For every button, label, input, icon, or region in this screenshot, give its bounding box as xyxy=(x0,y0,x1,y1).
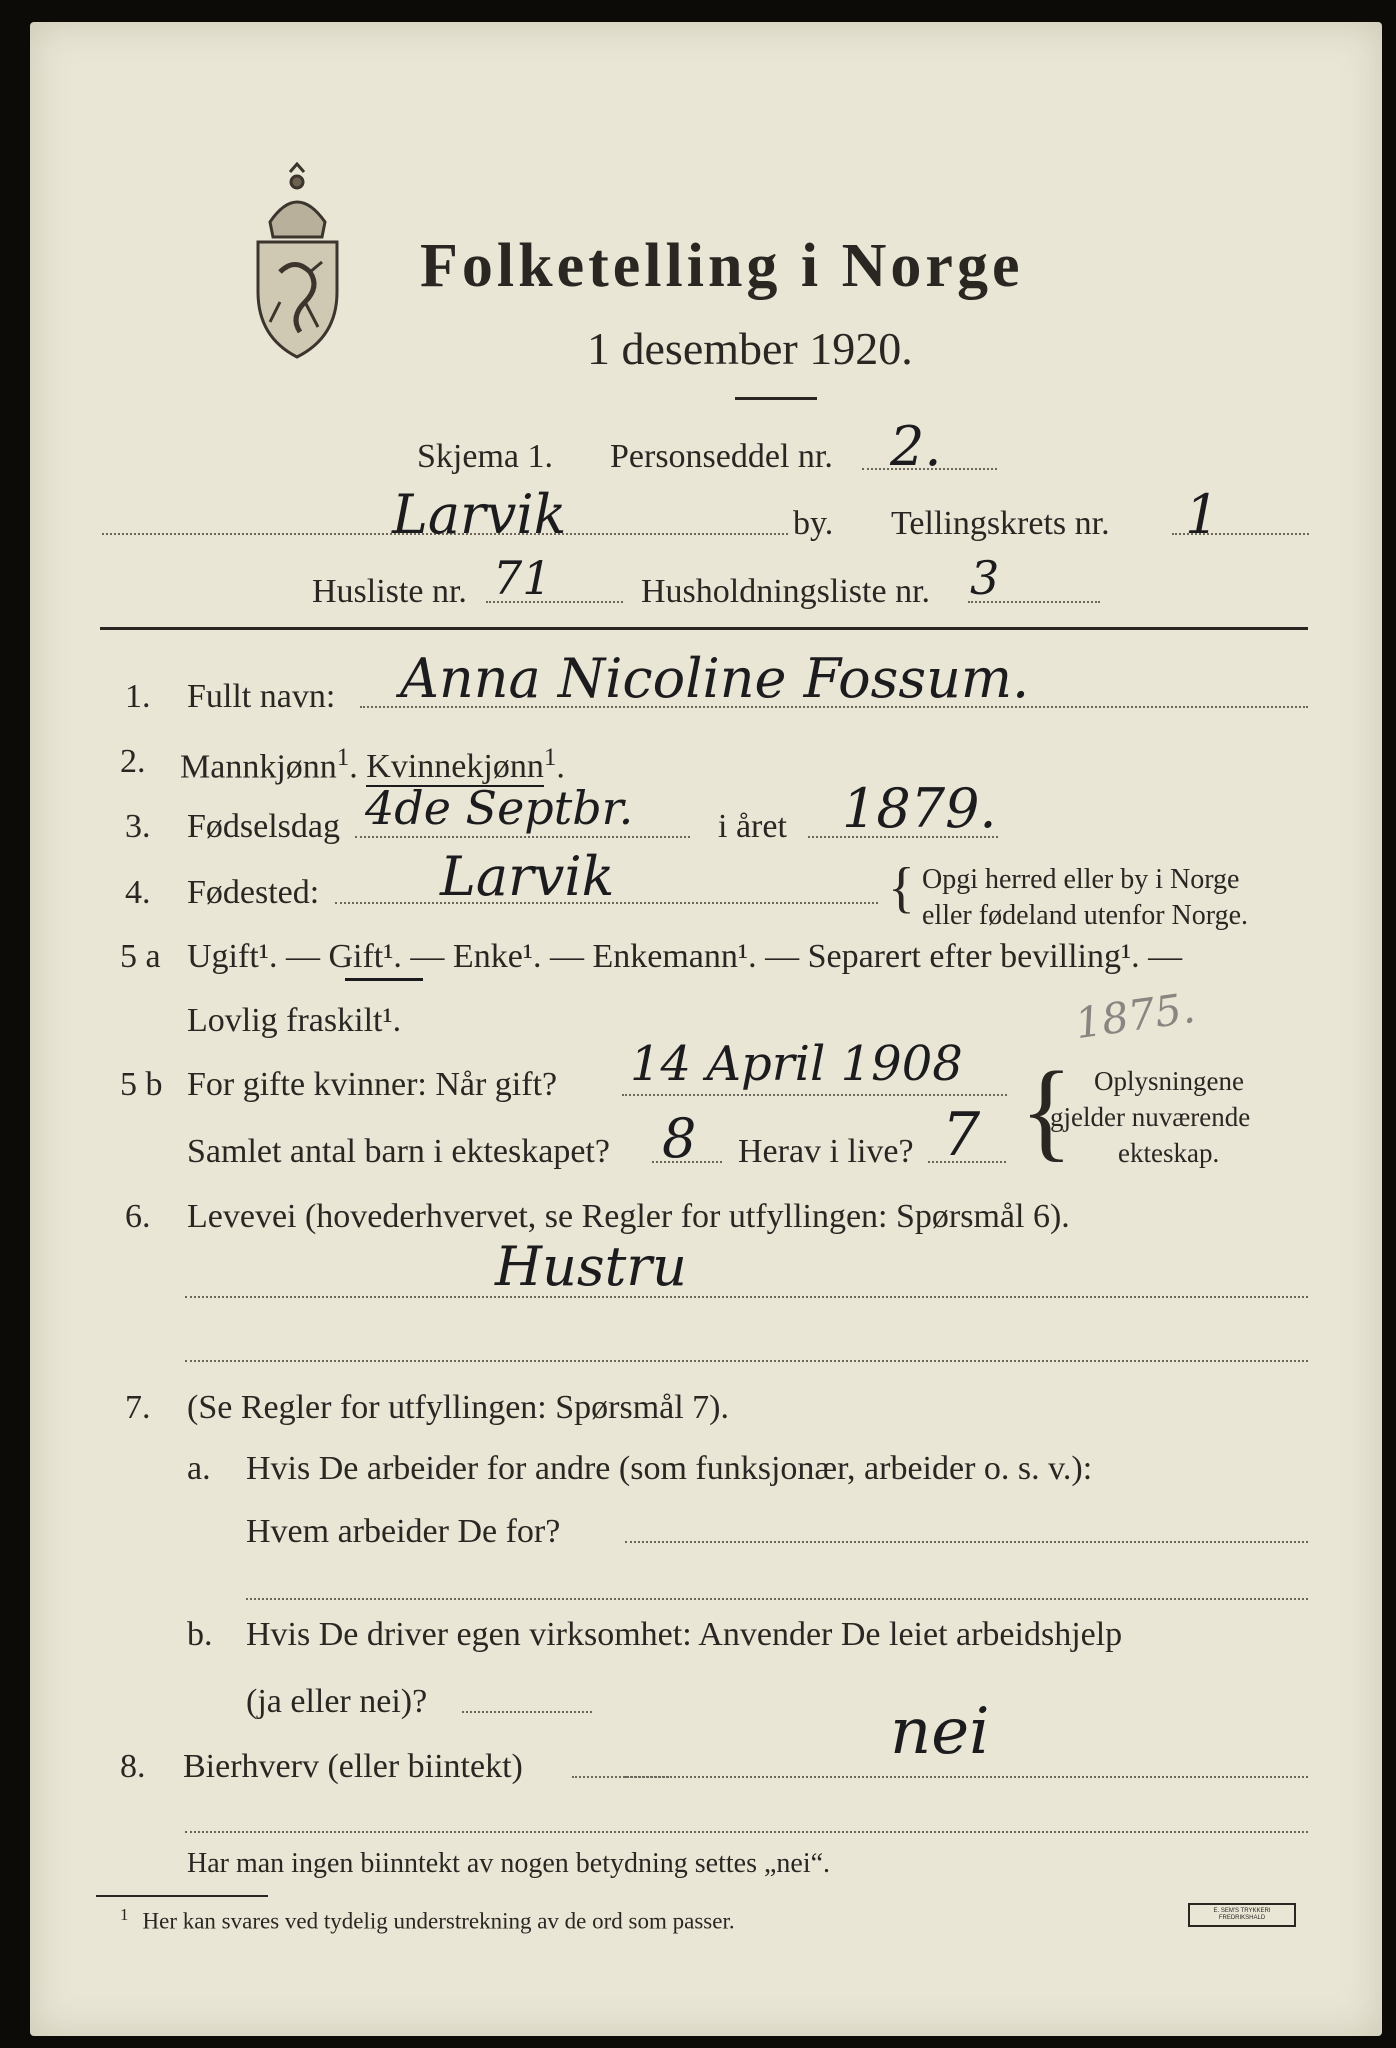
q2-mannkjonn-footnote: 1 xyxy=(336,744,350,771)
q3-year-value[interactable]: 1879. xyxy=(842,777,997,840)
q5b-note-3: ekteskap. xyxy=(1118,1138,1220,1168)
q6-line-1 xyxy=(185,1296,1308,1298)
q7a-text: Hvis De arbeider for andre (som funksjonær, arbeider o. s. v.): xyxy=(246,1450,1093,1487)
q4-birthplace-value[interactable]: Larvik xyxy=(440,845,615,908)
q5b-alive-value[interactable]: 7 xyxy=(942,1100,981,1170)
q7b-line xyxy=(462,1711,592,1713)
tellingskrets-label: Tellingskrets nr. xyxy=(891,505,1110,542)
q4-note-2: eller fødeland utenfor Norge. xyxy=(922,900,1249,931)
personseddel-label: Personseddel nr. xyxy=(610,438,833,475)
q2-kvinnekjonn-label[interactable]: Kvinnekjønn xyxy=(366,748,544,786)
husholdning-label: Husholdningsliste nr. xyxy=(641,573,931,610)
q5b-note-2: gjelder nuværende xyxy=(1050,1102,1251,1132)
q4-number: 4. xyxy=(125,874,151,911)
q5b-married-line xyxy=(622,1094,1007,1096)
tellingskrets-value[interactable]: 1 xyxy=(1185,483,1220,546)
q5b-number: 5 b xyxy=(120,1066,163,1103)
q7b-letter: b. xyxy=(187,1616,213,1653)
q6-number: 6. xyxy=(125,1198,151,1235)
q7a-letter: a. xyxy=(187,1450,211,1487)
q6-label: Levevei (hovederhvervet, se Regler for utfyllingen: Spørsmål 6). xyxy=(187,1198,1070,1235)
printer-text: E. SEM'S TRYKKERI FREDRIKSHALD xyxy=(1213,1908,1271,1921)
skjema-label: Skjema 1. xyxy=(417,438,553,475)
q4-label: Fødested: xyxy=(187,874,320,911)
q8-value[interactable]: nei xyxy=(890,1695,990,1769)
q6-line-2 xyxy=(185,1360,1308,1362)
q5b-alive-label: Herav i live? xyxy=(738,1133,914,1170)
q5b-brace: { xyxy=(1020,1049,1073,1171)
form-date: 1 desember 1920. xyxy=(587,323,913,374)
q2-mannkjonn-label: Mannkjønn xyxy=(180,748,337,786)
printer-stamp xyxy=(1188,1903,1296,1927)
footnote-text: Her kan svares ved tydelig understrekning av de ord som passer. xyxy=(142,1908,735,1934)
q8-label: Bierhverv (eller biintekt) xyxy=(183,1748,523,1785)
header-divider xyxy=(100,627,1308,630)
q4-brace: { xyxy=(888,857,915,919)
q3-date-line xyxy=(355,836,690,838)
q3-number: 3. xyxy=(125,808,151,845)
q7-label: (Se Regler for utfyllingen: Spørsmål 7). xyxy=(187,1389,730,1426)
q4-note-1: Opgi herred eller by i Norge xyxy=(922,864,1240,895)
personseddel-value[interactable]: 2. xyxy=(890,415,942,478)
q8-line-2 xyxy=(625,1776,1308,1778)
q3-birthday-value[interactable]: 4de Septbr. xyxy=(365,781,634,835)
q5a-options-line2[interactable]: Lovlig fraskilt¹. xyxy=(187,1002,402,1039)
q6-occupation-value[interactable]: Hustru xyxy=(495,1235,687,1298)
q8-number: 8. xyxy=(120,1748,146,1785)
q5a-margin-note: 1875. xyxy=(1072,982,1199,1049)
q7a-line-1 xyxy=(625,1541,1308,1543)
q5b-married-value[interactable]: 14 April 1908 xyxy=(630,1036,963,1092)
footnote-number: 1 xyxy=(120,1905,129,1924)
husholdning-value[interactable]: 3 xyxy=(970,551,1000,605)
q2-number: 2. xyxy=(120,743,146,780)
footer-note: Har man ingen biinntekt av nogen betydning settes „nei“. xyxy=(187,1848,831,1879)
q3-year-label: i året xyxy=(718,808,787,845)
q5b-children-label: Samlet antal barn i ekteskapet? xyxy=(187,1133,610,1170)
q5a-number: 5 a xyxy=(120,938,161,975)
q2-end-dot: . xyxy=(556,748,565,786)
form-title: Folketelling i Norge xyxy=(420,232,1024,300)
q7-number: 7. xyxy=(125,1389,151,1426)
q5b-note-1: Oplysningene xyxy=(1094,1066,1244,1096)
by-value[interactable]: Larvik xyxy=(392,483,567,546)
q1-number: 1. xyxy=(125,678,151,715)
q7b-question: (ja eller nei)? xyxy=(246,1683,428,1720)
q2-kvinnekjonn-footnote: 1 xyxy=(543,744,557,771)
q1-name-value[interactable]: Anna Nicoline Fossum. xyxy=(400,647,1030,710)
q7a-line-2 xyxy=(246,1598,1308,1600)
q7a-question: Hvem arbeider De for? xyxy=(246,1513,561,1550)
title-divider xyxy=(735,397,817,400)
q5b-children-value[interactable]: 8 xyxy=(662,1107,697,1170)
q5b-married-label: For gifte kvinner: Når gift? xyxy=(187,1066,558,1103)
footnote-divider xyxy=(96,1895,268,1897)
q3-label: Fødselsdag xyxy=(187,808,340,845)
q5a-options-line1[interactable]: Ugift¹. — Gift¹. — Enke¹. — Enkemann¹. — Separert efter bevilling¹. — xyxy=(187,938,1183,975)
q5a-gift-underline xyxy=(345,978,423,981)
by-label: by. xyxy=(793,505,834,542)
husliste-value[interactable]: 71 xyxy=(493,551,552,605)
q7b-text: Hvis De driver egen virksomhet: Anvender De leiet arbeidshjelp xyxy=(246,1616,1123,1653)
q8-line-3 xyxy=(185,1831,1308,1833)
footnote xyxy=(120,1906,735,1933)
norway-coat-of-arms-icon xyxy=(250,162,345,362)
q2-mannkjonn: Mannkjønn$^1$. Kvinnekjønn$^1$. xyxy=(180,744,565,786)
q1-label: Fullt navn: xyxy=(187,678,336,715)
husliste-label: Husliste nr. xyxy=(312,573,467,610)
